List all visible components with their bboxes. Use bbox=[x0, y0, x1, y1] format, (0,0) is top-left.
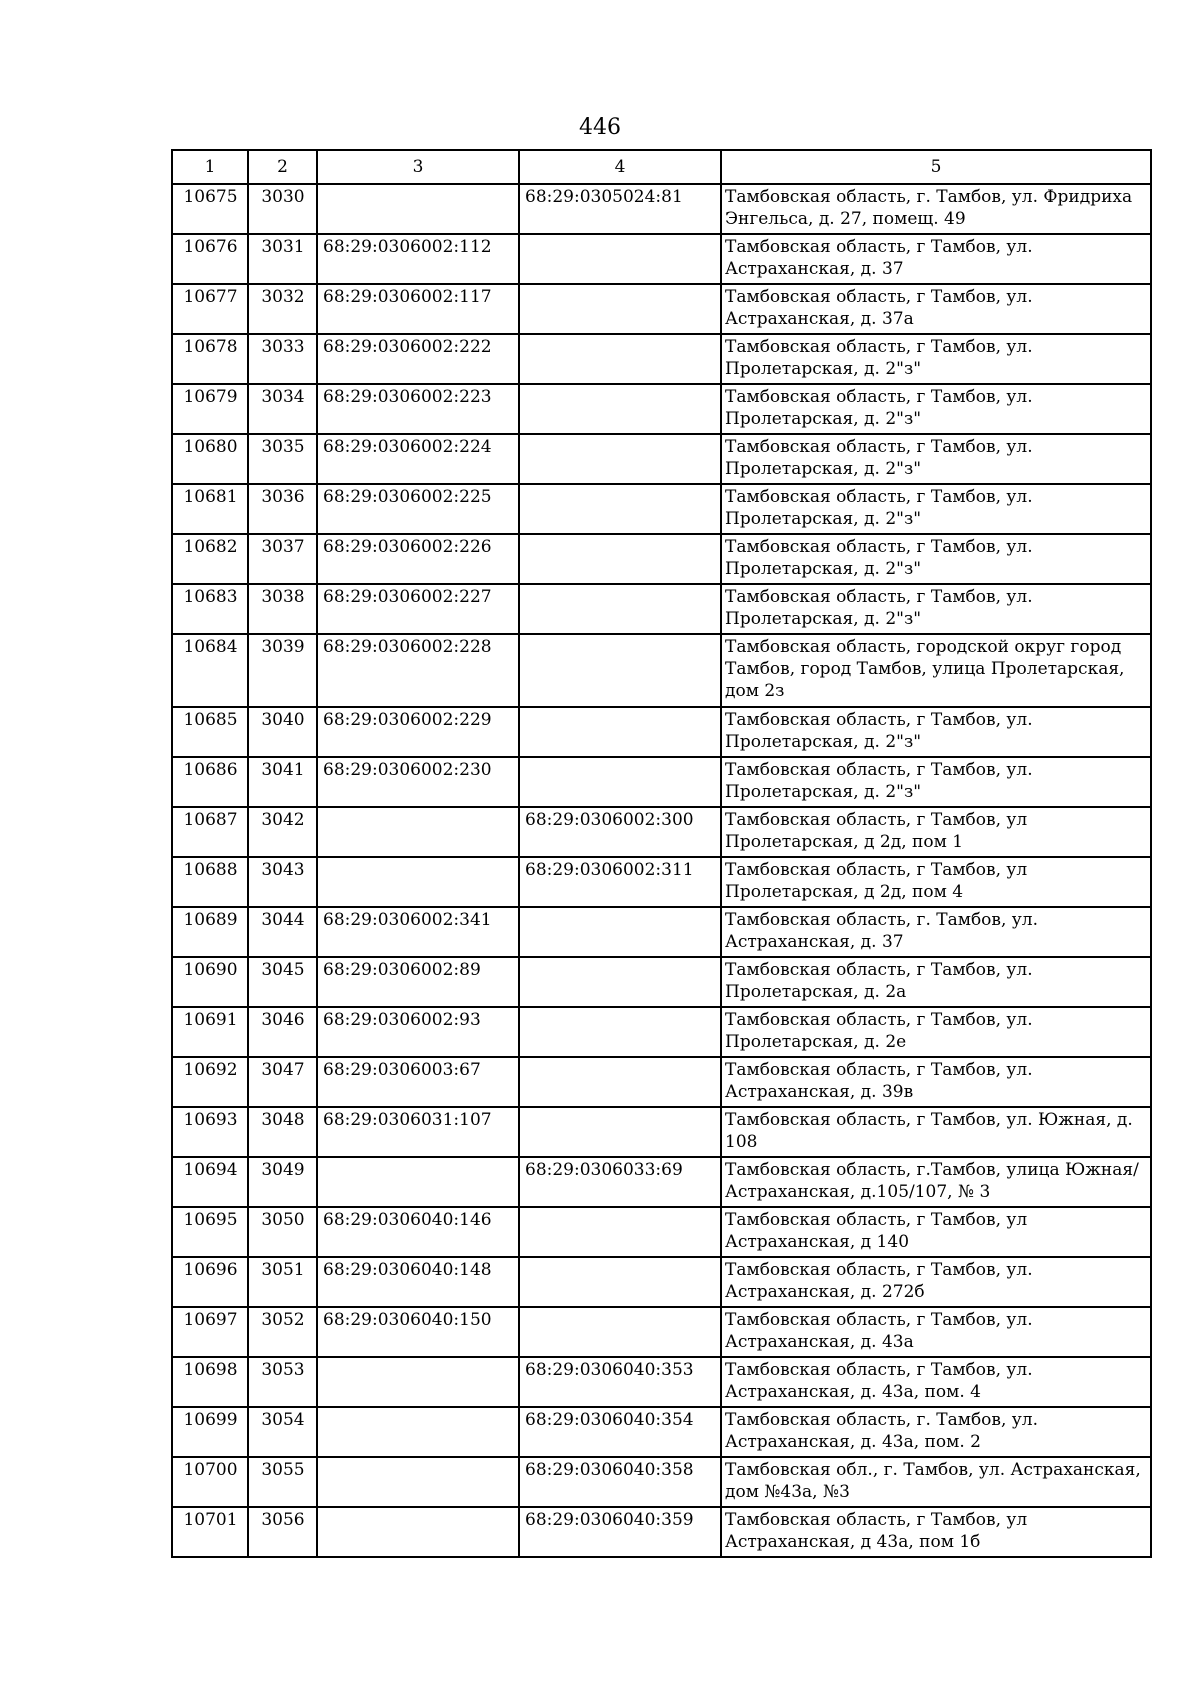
address-cell: Тамбовская область, г Тамбов, ул. Пролетарская, д. 2а bbox=[721, 957, 1151, 1007]
cadastral-number-col4-cell bbox=[519, 234, 721, 284]
item-number-cell: 3038 bbox=[248, 584, 317, 634]
address-cell: Тамбовская область, г Тамбов, ул. Астраханская, д. 37 bbox=[721, 234, 1151, 284]
table-row bbox=[172, 334, 1151, 384]
address-cell: Тамбовская область, г Тамбов, ул. Пролетарская, д. 2"з" bbox=[721, 484, 1151, 534]
item-number-cell: 3035 bbox=[248, 434, 317, 484]
item-number-cell: 3049 bbox=[248, 1157, 317, 1207]
address-cell: Тамбовская область, г Тамбов, ул. Пролетарская, д. 2"з" bbox=[721, 757, 1151, 807]
table-row bbox=[172, 907, 1151, 957]
address-cell: Тамбовская область, г Тамбов, ул. Пролетарская, д. 2"з" bbox=[721, 434, 1151, 484]
row-number-cell: 10677 bbox=[172, 284, 248, 334]
address-cell: Тамбовская область, г Тамбов, ул Пролетарская, д 2д, пом 4 bbox=[721, 857, 1151, 907]
header-col-5: 5 bbox=[721, 150, 1151, 184]
address-cell: Тамбовская область, г Тамбов, ул. Астраханская, д. 39в bbox=[721, 1057, 1151, 1107]
row-number-cell: 10682 bbox=[172, 534, 248, 584]
page-number: 446 bbox=[579, 115, 621, 140]
cadastral-number-col4-cell bbox=[519, 907, 721, 957]
cadastral-number-col3-cell: 68:29:0306002:93 bbox=[317, 1007, 519, 1057]
cadastral-number-col3-cell: 68:29:0306002:112 bbox=[317, 234, 519, 284]
table-body bbox=[172, 184, 1151, 1557]
item-number-cell: 3047 bbox=[248, 1057, 317, 1107]
table-row bbox=[172, 434, 1151, 484]
cadastral-number-col4-cell bbox=[519, 1057, 721, 1107]
item-number-cell: 3050 bbox=[248, 1207, 317, 1257]
cadastral-number-col3-cell bbox=[317, 1157, 519, 1207]
table-row bbox=[172, 1307, 1151, 1357]
address-cell: Тамбовская область, г Тамбов, ул. Астраханская, д. 272б bbox=[721, 1257, 1151, 1307]
item-number-cell: 3039 bbox=[248, 634, 317, 707]
cadastral-number-col4-cell bbox=[519, 384, 721, 434]
table-row bbox=[172, 807, 1151, 857]
cadastral-number-col3-cell: 68:29:0306002:228 bbox=[317, 634, 519, 707]
cadastral-number-col4-cell bbox=[519, 1257, 721, 1307]
cadastral-number-col4-cell bbox=[519, 434, 721, 484]
address-cell: Тамбовская область, г Тамбов, ул. Пролетарская, д. 2"з" bbox=[721, 707, 1151, 757]
item-number-cell: 3042 bbox=[248, 807, 317, 857]
cadastral-number-col3-cell: 68:29:0306040:150 bbox=[317, 1307, 519, 1357]
cadastral-number-col3-cell: 68:29:0306002:341 bbox=[317, 907, 519, 957]
cadastral-number-col3-cell: 68:29:0306040:146 bbox=[317, 1207, 519, 1257]
address-cell: Тамбовская область, г Тамбов, ул. Пролетарская, д. 2"з" bbox=[721, 334, 1151, 384]
row-number-cell: 10689 bbox=[172, 907, 248, 957]
cadastral-number-col3-cell: 68:29:0306002:223 bbox=[317, 384, 519, 434]
address-cell: Тамбовская область, г Тамбов, ул. Астраханская, д. 43а bbox=[721, 1307, 1151, 1357]
row-number-cell: 10694 bbox=[172, 1157, 248, 1207]
table-row bbox=[172, 384, 1151, 434]
row-number-cell: 10690 bbox=[172, 957, 248, 1007]
address-cell: Тамбовская область, г Тамбов, ул. Пролетарская, д. 2"з" bbox=[721, 584, 1151, 634]
table-row bbox=[172, 284, 1151, 334]
row-number-cell: 10693 bbox=[172, 1107, 248, 1157]
cadastral-number-col4-cell bbox=[519, 957, 721, 1007]
row-number-cell: 10679 bbox=[172, 384, 248, 434]
cadastral-number-col4-cell bbox=[519, 1207, 721, 1257]
table-row bbox=[172, 1407, 1151, 1457]
row-number-cell: 10697 bbox=[172, 1307, 248, 1357]
cadastral-number-col4-cell bbox=[519, 707, 721, 757]
header-col-1: 1 bbox=[172, 150, 248, 184]
table-row bbox=[172, 1057, 1151, 1107]
row-number-cell: 10684 bbox=[172, 634, 248, 707]
table-row bbox=[172, 1357, 1151, 1407]
table-row bbox=[172, 234, 1151, 284]
cadastral-number-col3-cell bbox=[317, 1407, 519, 1457]
item-number-cell: 3040 bbox=[248, 707, 317, 757]
row-number-cell: 10698 bbox=[172, 1357, 248, 1407]
cadastral-number-col3-cell bbox=[317, 1457, 519, 1507]
item-number-cell: 3053 bbox=[248, 1357, 317, 1407]
registry-table bbox=[171, 149, 1152, 1558]
item-number-cell: 3044 bbox=[248, 907, 317, 957]
header-col-4: 4 bbox=[519, 150, 721, 184]
table-row bbox=[172, 184, 1151, 234]
table-header bbox=[172, 150, 1151, 184]
table-row bbox=[172, 484, 1151, 534]
address-cell: Тамбовская область, г. Тамбов, ул. Фридриха Энгельса, д. 27, помещ. 49 bbox=[721, 184, 1151, 234]
cadastral-number-col4-cell bbox=[519, 1007, 721, 1057]
address-cell: Тамбовская область, г Тамбов, ул. Астраханская, д. 43а, пом. 4 bbox=[721, 1357, 1151, 1407]
row-number-cell: 10685 bbox=[172, 707, 248, 757]
cadastral-number-col4-cell bbox=[519, 1307, 721, 1357]
item-number-cell: 3034 bbox=[248, 384, 317, 434]
item-number-cell: 3046 bbox=[248, 1007, 317, 1057]
row-number-cell: 10678 bbox=[172, 334, 248, 384]
cadastral-number-col4-cell: 68:29:0306033:69 bbox=[519, 1157, 721, 1207]
item-number-cell: 3036 bbox=[248, 484, 317, 534]
cadastral-number-col3-cell: 68:29:0306002:224 bbox=[317, 434, 519, 484]
cadastral-number-col4-cell bbox=[519, 584, 721, 634]
address-cell: Тамбовская обл., г. Тамбов, ул. Астраханская, дом №43а, №3 bbox=[721, 1457, 1151, 1507]
address-cell: Тамбовская область, г Тамбов, ул. Пролетарская, д. 2"з" bbox=[721, 534, 1151, 584]
cadastral-number-col3-cell bbox=[317, 184, 519, 234]
row-number-cell: 10681 bbox=[172, 484, 248, 534]
cadastral-number-col4-cell bbox=[519, 534, 721, 584]
item-number-cell: 3031 bbox=[248, 234, 317, 284]
row-number-cell: 10695 bbox=[172, 1207, 248, 1257]
address-cell: Тамбовская область, г Тамбов, ул Астраханская, д 140 bbox=[721, 1207, 1151, 1257]
table-row bbox=[172, 1007, 1151, 1057]
cadastral-number-col3-cell: 68:29:0306002:225 bbox=[317, 484, 519, 534]
address-cell: Тамбовская область, г. Тамбов, ул. Астраханская, д. 43а, пом. 2 bbox=[721, 1407, 1151, 1457]
row-number-cell: 10687 bbox=[172, 807, 248, 857]
cadastral-number-col4-cell: 68:29:0306040:354 bbox=[519, 1407, 721, 1457]
table-row bbox=[172, 707, 1151, 757]
item-number-cell: 3037 bbox=[248, 534, 317, 584]
header-col-2: 2 bbox=[248, 150, 317, 184]
table-row bbox=[172, 1107, 1151, 1157]
address-cell: Тамбовская область, г.Тамбов, улица Южная/Астраханская, д.105/107, № 3 bbox=[721, 1157, 1151, 1207]
cadastral-number-col4-cell: 68:29:0306002:311 bbox=[519, 857, 721, 907]
row-number-cell: 10676 bbox=[172, 234, 248, 284]
header-row bbox=[172, 150, 1151, 184]
row-number-cell: 10683 bbox=[172, 584, 248, 634]
cadastral-number-col4-cell: 68:29:0306040:353 bbox=[519, 1357, 721, 1407]
item-number-cell: 3030 bbox=[248, 184, 317, 234]
row-number-cell: 10699 bbox=[172, 1407, 248, 1457]
cadastral-number-col3-cell: 68:29:0306002:230 bbox=[317, 757, 519, 807]
cadastral-number-col3-cell bbox=[317, 807, 519, 857]
table-row bbox=[172, 1157, 1151, 1207]
cadastral-number-col4-cell bbox=[519, 1107, 721, 1157]
row-number-cell: 10680 bbox=[172, 434, 248, 484]
row-number-cell: 10688 bbox=[172, 857, 248, 907]
cadastral-number-col3-cell: 68:29:0306002:117 bbox=[317, 284, 519, 334]
cadastral-number-col4-cell bbox=[519, 484, 721, 534]
header-col-3: 3 bbox=[317, 150, 519, 184]
cadastral-number-col4-cell bbox=[519, 634, 721, 707]
address-cell: Тамбовская область, г Тамбов, ул. Пролетарская, д. 2е bbox=[721, 1007, 1151, 1057]
row-number-cell: 10700 bbox=[172, 1457, 248, 1507]
item-number-cell: 3054 bbox=[248, 1407, 317, 1457]
row-number-cell: 10686 bbox=[172, 757, 248, 807]
cadastral-number-col3-cell: 68:29:0306003:67 bbox=[317, 1057, 519, 1107]
table-row bbox=[172, 757, 1151, 807]
table-row bbox=[172, 857, 1151, 907]
item-number-cell: 3045 bbox=[248, 957, 317, 1007]
cadastral-number-col4-cell bbox=[519, 334, 721, 384]
cadastral-number-col4-cell: 68:29:0305024:81 bbox=[519, 184, 721, 234]
cadastral-number-col4-cell: 68:29:0306040:359 bbox=[519, 1507, 721, 1557]
cadastral-number-col3-cell: 68:29:0306002:89 bbox=[317, 957, 519, 1007]
cadastral-number-col3-cell: 68:29:0306002:222 bbox=[317, 334, 519, 384]
cadastral-number-col4-cell bbox=[519, 284, 721, 334]
address-cell: Тамбовская область, городской округ город Тамбов, город Тамбов, улица Пролетарская, дом 2з bbox=[721, 634, 1151, 707]
address-cell: Тамбовская область, г. Тамбов, ул. Астраханская, д. 37 bbox=[721, 907, 1151, 957]
table-row bbox=[172, 634, 1151, 707]
item-number-cell: 3048 bbox=[248, 1107, 317, 1157]
address-cell: Тамбовская область, г Тамбов, ул. Южная, д. 108 bbox=[721, 1107, 1151, 1157]
address-cell: Тамбовская область, г Тамбов, ул. Астраханская, д. 37а bbox=[721, 284, 1151, 334]
address-cell: Тамбовская область, г Тамбов, ул Пролетарская, д 2д, пом 1 bbox=[721, 807, 1151, 857]
address-cell: Тамбовская область, г Тамбов, ул. Пролетарская, д. 2"з" bbox=[721, 384, 1151, 434]
cadastral-number-col4-cell: 68:29:0306040:358 bbox=[519, 1457, 721, 1507]
item-number-cell: 3033 bbox=[248, 334, 317, 384]
table-row bbox=[172, 584, 1151, 634]
cadastral-number-col3-cell: 68:29:0306002:226 bbox=[317, 534, 519, 584]
address-cell: Тамбовская область, г Тамбов, ул Астраханская, д 43а, пом 1б bbox=[721, 1507, 1151, 1557]
cadastral-number-col3-cell: 68:29:0306031:107 bbox=[317, 1107, 519, 1157]
cadastral-number-col4-cell: 68:29:0306002:300 bbox=[519, 807, 721, 857]
cadastral-number-col3-cell: 68:29:0306002:229 bbox=[317, 707, 519, 757]
item-number-cell: 3052 bbox=[248, 1307, 317, 1357]
cadastral-number-col3-cell: 68:29:0306040:148 bbox=[317, 1257, 519, 1307]
row-number-cell: 10675 bbox=[172, 184, 248, 234]
cadastral-number-col3-cell bbox=[317, 1507, 519, 1557]
cadastral-number-col3-cell bbox=[317, 1357, 519, 1407]
table-row bbox=[172, 1257, 1151, 1307]
table-row bbox=[172, 1507, 1151, 1557]
cadastral-number-col4-cell bbox=[519, 757, 721, 807]
item-number-cell: 3041 bbox=[248, 757, 317, 807]
item-number-cell: 3056 bbox=[248, 1507, 317, 1557]
cadastral-number-col3-cell: 68:29:0306002:227 bbox=[317, 584, 519, 634]
table-row bbox=[172, 534, 1151, 584]
row-number-cell: 10696 bbox=[172, 1257, 248, 1307]
cadastral-number-col3-cell bbox=[317, 857, 519, 907]
item-number-cell: 3051 bbox=[248, 1257, 317, 1307]
item-number-cell: 3043 bbox=[248, 857, 317, 907]
row-number-cell: 10692 bbox=[172, 1057, 248, 1107]
table-row bbox=[172, 1207, 1151, 1257]
table-row bbox=[172, 1457, 1151, 1507]
row-number-cell: 10701 bbox=[172, 1507, 248, 1557]
item-number-cell: 3055 bbox=[248, 1457, 317, 1507]
table-row bbox=[172, 957, 1151, 1007]
row-number-cell: 10691 bbox=[172, 1007, 248, 1057]
item-number-cell: 3032 bbox=[248, 284, 317, 334]
